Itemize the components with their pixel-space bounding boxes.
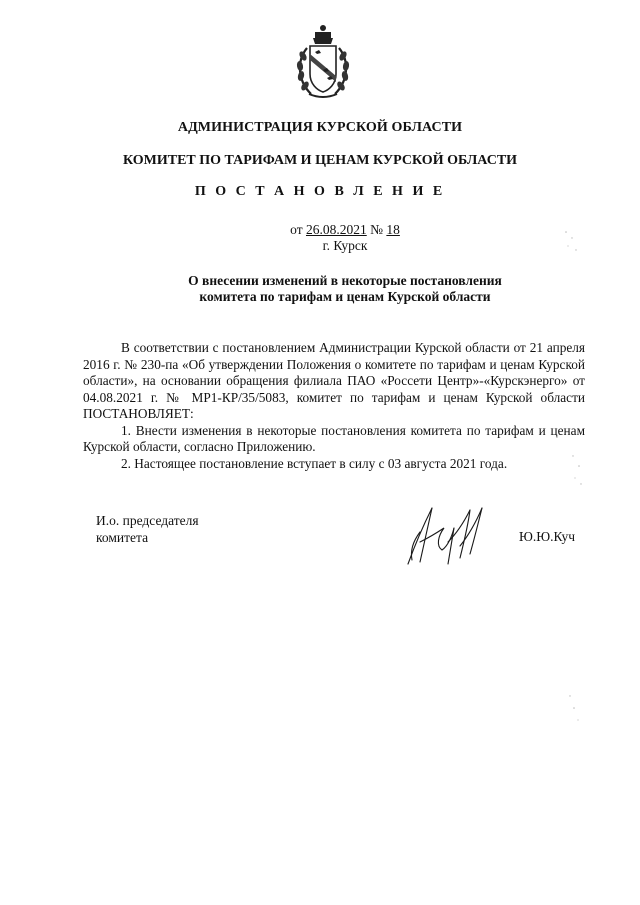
signatory-position: [96, 512, 199, 546]
position-line-2: комитета: [96, 530, 149, 545]
document-date: 26.08.2021: [305, 222, 367, 237]
number-prefix: №: [366, 222, 387, 237]
scan-speck: [562, 690, 586, 730]
body-paragraph: В соответствии с постановлением Администрации Курской области от 21 апреля 2016 г. № 230-па «Об утверждении Положения о комитете по тарифам и ценам Курской области», на основании обращения филиала ПАО «Россети Центр»-«Курскэнерго» от 04.08.2021 г. № МР1-КР/35/5083, комитет по тарифам и ценам Курской области ПОСТАНОВЛЯЕТ:: [83, 340, 585, 421]
date-prefix: от: [290, 222, 306, 237]
position-line-1: И.о. председателя: [96, 513, 199, 528]
city: г. Курск: [322, 238, 368, 253]
committee-title: КОМИТЕТ ПО ТАРИФАМ И ЦЕНАМ КУРСКОЙ ОБЛАСТИ: [122, 153, 518, 168]
scan-speck: [565, 450, 589, 490]
administration-title: АДМИНИСТРАЦИЯ КУРСКОЙ ОБЛАСТИ: [177, 120, 463, 135]
body-item-1: 1. Внести изменения в некоторые постановления комитета по тарифам и ценам Курской области, согласно Приложению.: [83, 422, 585, 454]
document-type: П О С Т А Н О В Л Е Н И Е: [194, 184, 446, 199]
signatory-name: Ю.Ю.Куч: [519, 529, 576, 544]
subject-line-2: комитета по тарифам и ценам Курской области: [199, 289, 491, 304]
document-number: 18: [386, 222, 400, 237]
dateline: [0, 222, 640, 238]
scan-speck: [560, 226, 584, 256]
handwritten-signature: [398, 502, 494, 570]
coat-of-arms-icon: [293, 24, 353, 102]
body-item-2: 2. Настоящее постановление вступает в силу с 03 августа 2021 года.: [121, 455, 508, 471]
subject: [0, 273, 640, 305]
document-body: [83, 340, 585, 472]
subject-line-1: О внесении изменений в некоторые постановления: [188, 273, 502, 288]
